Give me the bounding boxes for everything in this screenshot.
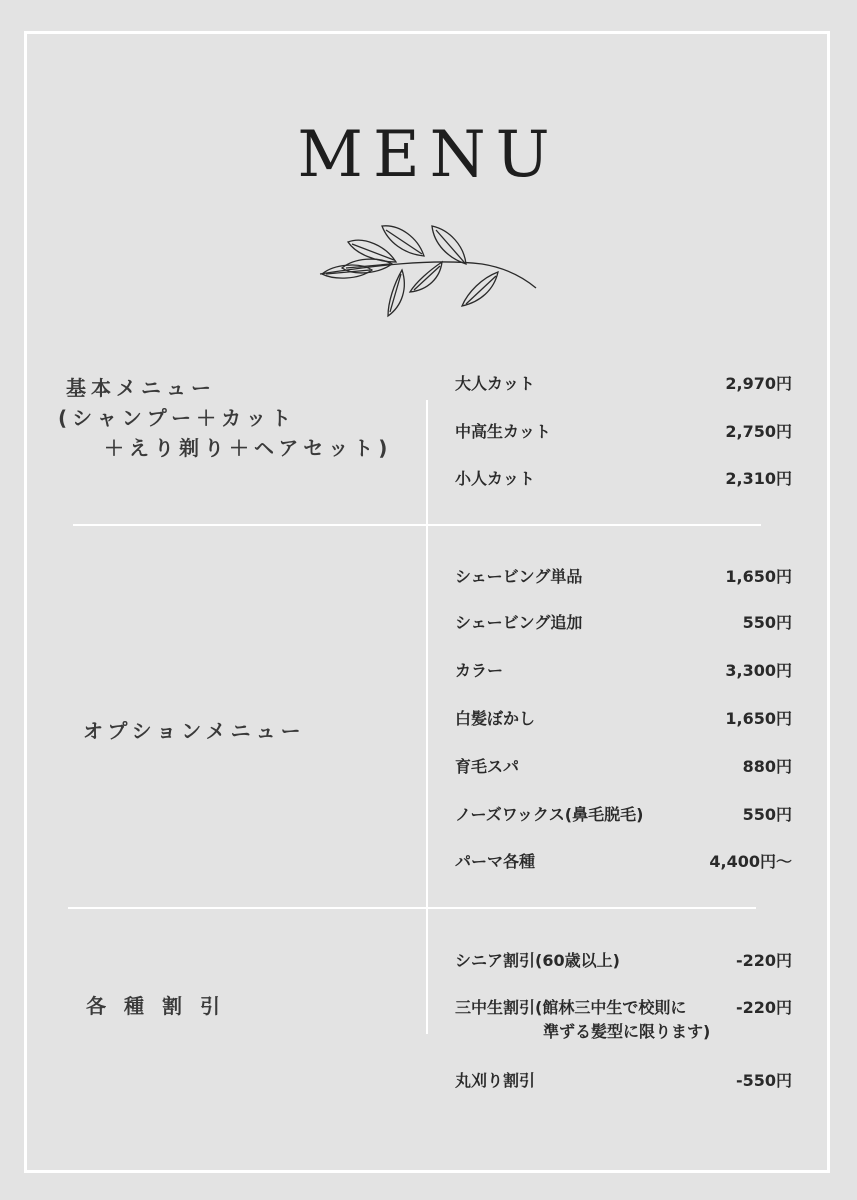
section-divider-1	[73, 524, 761, 526]
menu-item-name: 三中生割引(館林三中生で校則に	[455, 998, 687, 1017]
menu-item-name: シェービング単品	[455, 567, 583, 586]
menu-item-price: 2,970円	[725, 374, 792, 393]
menu-item-price: -550円	[735, 1071, 792, 1090]
menu-item-name: シニア割引(60歳以上)	[455, 951, 620, 970]
menu-item-name: ノーズワックス(鼻毛脱毛)	[455, 805, 644, 824]
menu-item-name: パーマ各種	[455, 852, 536, 871]
menu-item-price: 3,300円	[725, 661, 792, 680]
menu-item-price: 4,400円〜	[709, 852, 792, 871]
menu-item-name: シェービング追加	[455, 613, 583, 632]
basic-menu-label-line2: (シャンプー＋カット	[58, 406, 296, 430]
menu-item-name-line2: 準ずる髪型に限ります)	[543, 1022, 711, 1041]
page-title: MENU	[297, 118, 560, 192]
menu-item-name: 中高生カット	[455, 422, 551, 441]
column-divider	[426, 400, 428, 1034]
menu-item-price: 550円	[742, 805, 792, 824]
menu-item-price: 1,650円	[725, 567, 792, 586]
menu-item-price: 2,310円	[725, 469, 792, 488]
basic-menu-label-line3: ＋えり剃り＋ヘアセット)	[104, 436, 393, 460]
menu-item-name: 大人カット	[455, 374, 535, 393]
menu-item-name: カラー	[455, 661, 504, 680]
menu-item-price: 550円	[742, 613, 792, 632]
menu-item-price: 880円	[742, 757, 792, 776]
option-menu-label: オプションメニュー	[83, 719, 306, 743]
basic-menu-label-line1: 基本メニュー	[66, 376, 216, 400]
menu-item-name: 白髪ぼかし	[455, 709, 536, 728]
discount-label: 各種割引	[86, 994, 238, 1018]
leaf-branch-icon	[312, 222, 542, 318]
menu-item-name: 丸刈り割引	[455, 1071, 536, 1090]
menu-item-price: -220円	[735, 951, 792, 970]
menu-item-name: 小人カット	[455, 469, 535, 488]
menu-item-price: 1,650円	[725, 709, 792, 728]
menu-item-price: -220円	[735, 998, 792, 1017]
section-divider-2	[68, 907, 756, 909]
menu-item-name: 育毛スパ	[455, 757, 520, 776]
menu-item-price: 2,750円	[725, 422, 792, 441]
